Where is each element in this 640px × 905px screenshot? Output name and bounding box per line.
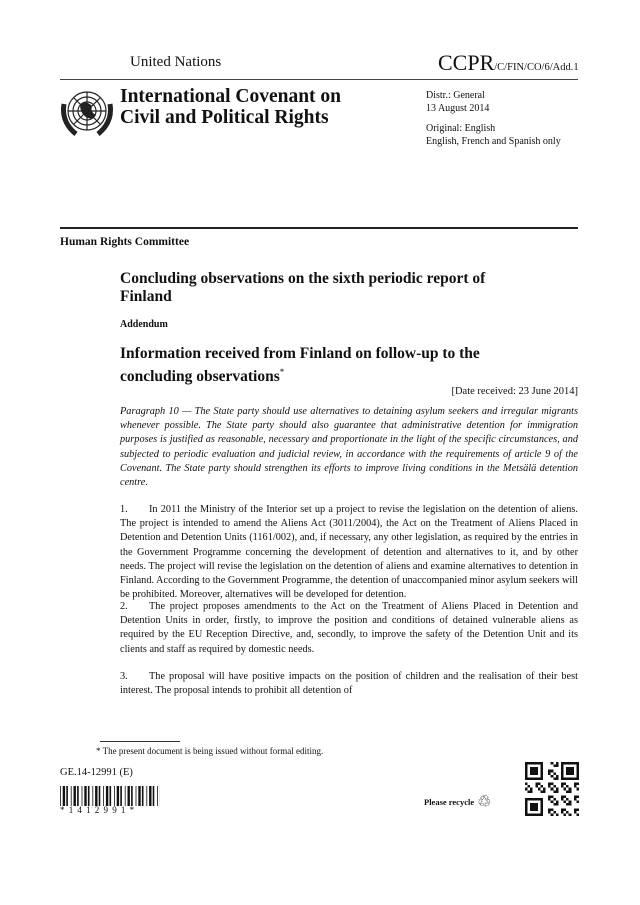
footnote-rule <box>100 741 180 742</box>
paragraph-number: 3. <box>120 671 128 682</box>
symbol-suffix: /C/FIN/CO/6/Add.1 <box>494 62 579 73</box>
committee-name: Human Rights Committee <box>60 236 190 248</box>
issue-date: 13 August 2014 <box>426 102 490 114</box>
recommendation-paragraph: Paragraph 10 — The State party should use alternatives to detaining asylum seekers and irregular migrants whenever possible. The State party should also guarantee that administrative detention for immigration purposes is justified as reasonable, necessary and proportionate in the light of the specific circumstances, and subjected to periodic evaluation and judicial review, in accordance with the requirements of article 9 of the Covenant. The State party should strengthen its efforts to improve living conditions in the Metsälä detention centre. <box>120 406 578 489</box>
paragraph-1 <box>120 503 578 602</box>
symbol-main: CCPR <box>438 50 495 75</box>
recycle-notice <box>424 792 491 812</box>
heading-text: Information received from Finland on follow-up to the concluding observations <box>120 345 480 386</box>
job-number: GE.14-12991 (E) <box>60 767 133 778</box>
document-meta <box>426 90 561 148</box>
title-line: Civil and Political Rights <box>120 107 329 128</box>
distribution: Distr.: General <box>426 90 485 101</box>
paragraph-number: 2. <box>120 601 128 612</box>
organization-name: United Nations <box>130 54 222 70</box>
languages: English, French and Spanish only <box>426 135 561 147</box>
recycle-icon: ♲ <box>477 794 492 811</box>
footnote-mark[interactable]: * <box>279 367 285 377</box>
paragraph-text: The proposal will have positive impacts on the position of children and the realisation of their best interest. The proposal intends to prohibit all detention of <box>120 671 578 697</box>
footnote: * The present document is being issued without formal editing. <box>96 746 324 756</box>
recycle-text: Please recycle <box>424 797 475 807</box>
section-rule <box>60 227 578 229</box>
title-line: International Covenant on <box>120 86 342 107</box>
date-received: [Date received: 23 June 2014] <box>451 386 578 397</box>
original-language: Original: English <box>426 123 496 134</box>
header-rule <box>60 79 578 80</box>
un-emblem-icon <box>58 84 116 142</box>
barcode-text: *1412991* <box>60 805 139 815</box>
qr-code-icon <box>525 762 579 816</box>
paragraph-text: The project proposes amendments to the Act on the Treatment of Aliens Placed in Detention and Detention Units in order, firstly, to improve the position and conditions of detained vulnerable aliens as required by the EU Reception Directive, and, secondly, to improve the safety of the Detention Unit and its clients and staff as required by domestic needs. <box>120 601 578 655</box>
heading-concluding-observations: Concluding observations on the sixth periodic report of Finland <box>120 270 486 305</box>
paragraph-number: 1. <box>120 504 128 515</box>
barcode-icon <box>60 786 160 806</box>
paragraph-3 <box>120 670 578 698</box>
document-symbol <box>438 50 579 76</box>
heading-information-received <box>120 345 520 386</box>
document-title <box>120 86 341 128</box>
paragraph-2 <box>120 600 578 657</box>
addendum-label: Addendum <box>120 319 168 330</box>
paragraph-text: In 2011 the Ministry of the Interior set up a project to revise the legislation on the detention of aliens. The project is intended to amend the Aliens Act (3011/2004), the Act on the Treatment of Aliens Placed in Detention and Detention Units (1161/002), and, if necessary, any other legislation, as required by the entries in the Government Programme concerning the development of detention and alternatives to it, and by other needs. The project will revise the legislation on the detention of aliens and examine alternatives to detention in Finland. According to the Government Programme, the detention of unaccompanied minor asylum seekers will be prohibited. Moreover, alternatives will be developed for detention. <box>120 504 578 601</box>
